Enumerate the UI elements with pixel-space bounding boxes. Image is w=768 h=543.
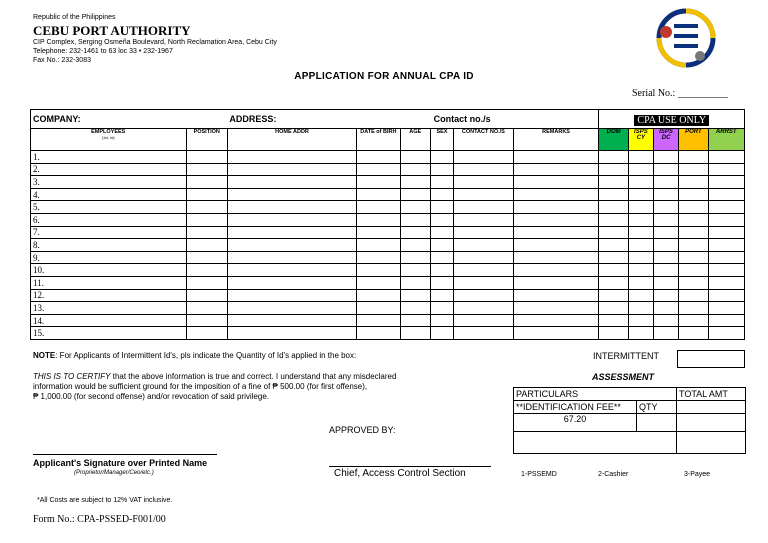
row-cell[interactable] xyxy=(708,176,744,189)
row-cell[interactable] xyxy=(654,302,679,315)
row-cell[interactable] xyxy=(628,226,653,239)
org-address: CIP Complex, Serging Osmeña Boulevard, North Reclamation Area, Cebu City xyxy=(33,39,277,46)
row-cell[interactable] xyxy=(227,302,356,315)
row-cell[interactable] xyxy=(654,188,679,201)
row-cell[interactable] xyxy=(708,314,744,327)
cpa-use-only-cell xyxy=(599,110,745,129)
row-cell[interactable] xyxy=(400,289,430,302)
row-cell[interactable] xyxy=(628,188,653,201)
row-cell[interactable] xyxy=(400,327,430,340)
row-cell[interactable] xyxy=(227,201,356,214)
applicant-sig-line xyxy=(33,454,217,455)
row-cell[interactable] xyxy=(400,302,430,315)
row-cell[interactable] xyxy=(679,327,708,340)
employee-table xyxy=(30,109,745,340)
row-cell[interactable] xyxy=(708,251,744,264)
row-cell[interactable] xyxy=(513,264,599,277)
assessment-title: ASSESSMENT xyxy=(592,372,655,382)
table-row xyxy=(31,176,745,189)
row-number: 9. xyxy=(31,251,187,264)
row-cell[interactable] xyxy=(454,239,514,252)
row-number: 11. xyxy=(31,276,187,289)
chief-label: Chief, Access Control Section xyxy=(334,468,466,479)
row-cell[interactable] xyxy=(513,276,599,289)
row-cell[interactable] xyxy=(599,163,628,176)
row-cell[interactable] xyxy=(513,151,599,164)
row-cell[interactable] xyxy=(679,289,708,302)
row-cell[interactable] xyxy=(679,176,708,189)
col-dob: DATE of BIRH xyxy=(357,129,400,151)
row-cell[interactable] xyxy=(227,264,356,277)
row-cell[interactable] xyxy=(227,163,356,176)
row-cell[interactable] xyxy=(430,163,453,176)
col-dom: DOM xyxy=(599,129,628,151)
col-home-addr: HOME ADDR xyxy=(227,129,356,151)
row-cell[interactable] xyxy=(357,314,400,327)
row-cell[interactable] xyxy=(430,314,453,327)
row-cell[interactable] xyxy=(454,276,514,289)
fee-amount: 67.20 xyxy=(514,414,637,432)
row-cell[interactable] xyxy=(654,264,679,277)
intermittent-label: INTERMITTENT xyxy=(593,351,659,361)
row-cell[interactable] xyxy=(227,151,356,164)
row-cell[interactable] xyxy=(227,226,356,239)
row-cell[interactable] xyxy=(357,188,400,201)
row-cell[interactable] xyxy=(400,188,430,201)
row-cell[interactable] xyxy=(430,213,453,226)
row-cell[interactable] xyxy=(227,289,356,302)
row-cell[interactable] xyxy=(628,176,653,189)
row-cell[interactable] xyxy=(430,251,453,264)
row-cell[interactable] xyxy=(454,151,514,164)
row-cell[interactable] xyxy=(654,151,679,164)
row-cell[interactable] xyxy=(599,251,628,264)
row-cell[interactable] xyxy=(599,302,628,315)
row-cell[interactable] xyxy=(599,289,628,302)
form-title: APPLICATION FOR ANNUAL CPA ID xyxy=(294,71,474,82)
row-cell[interactable] xyxy=(708,264,744,277)
republic-label: Republic of the Philippines xyxy=(33,14,116,21)
row-cell[interactable] xyxy=(186,264,227,277)
row-number: 2. xyxy=(31,163,187,176)
row-cell[interactable] xyxy=(513,213,599,226)
row-cell[interactable] xyxy=(400,314,430,327)
row-cell[interactable] xyxy=(454,327,514,340)
row-cell[interactable] xyxy=(679,151,708,164)
row-cell[interactable] xyxy=(513,163,599,176)
row-cell[interactable] xyxy=(628,163,653,176)
row-number: 12. xyxy=(31,289,187,302)
row-cell[interactable] xyxy=(186,239,227,252)
qty-cell[interactable] xyxy=(637,414,677,432)
table-row xyxy=(31,163,745,176)
row-cell[interactable] xyxy=(628,239,653,252)
table-row xyxy=(31,264,745,277)
table-row xyxy=(31,201,745,214)
row-cell[interactable] xyxy=(628,302,653,315)
row-cell[interactable] xyxy=(679,239,708,252)
row-cell[interactable] xyxy=(227,314,356,327)
row-cell[interactable] xyxy=(654,201,679,214)
col-sex: SEX xyxy=(430,129,453,151)
table-row xyxy=(31,188,745,201)
certify-text: THIS IS TO CERTIFY that the above information is true and correct. I understand that any misdeclared information would be sufficient ground for the imposition of a fine of ₱ 500.00 (for first offense), ₱ 1,000.00 (for second offense) and/or revocation of said privilege. xyxy=(33,372,397,401)
row-cell[interactable] xyxy=(628,251,653,264)
row-cell[interactable] xyxy=(708,201,744,214)
row-cell[interactable] xyxy=(186,327,227,340)
row-cell[interactable] xyxy=(430,151,453,164)
copy-1: 1-PSSEMD xyxy=(521,471,557,478)
row-cell[interactable] xyxy=(654,289,679,302)
row-cell[interactable] xyxy=(400,151,430,164)
row-cell[interactable] xyxy=(513,302,599,315)
row-cell[interactable] xyxy=(599,239,628,252)
row-cell[interactable] xyxy=(357,276,400,289)
row-cell[interactable] xyxy=(357,327,400,340)
row-cell[interactable] xyxy=(628,264,653,277)
row-cell[interactable] xyxy=(708,213,744,226)
row-cell[interactable] xyxy=(454,226,514,239)
row-cell[interactable] xyxy=(400,213,430,226)
table-row xyxy=(31,314,745,327)
row-cell[interactable] xyxy=(628,327,653,340)
row-cell[interactable] xyxy=(654,226,679,239)
row-cell[interactable] xyxy=(708,302,744,315)
row-cell[interactable] xyxy=(400,276,430,289)
org-name: CEBU PORT AUTHORITY xyxy=(33,23,191,38)
row-cell[interactable] xyxy=(599,314,628,327)
assessment-blank xyxy=(514,432,677,454)
row-cell[interactable] xyxy=(357,251,400,264)
assessment-table xyxy=(513,387,746,454)
col-employees: EMPLOYEES (1st, mi) xyxy=(31,129,187,151)
col-port: PORT xyxy=(679,129,708,151)
table-row xyxy=(31,251,745,264)
row-cell[interactable] xyxy=(454,264,514,277)
qty-label: QTY xyxy=(637,401,677,414)
row-cell[interactable] xyxy=(186,251,227,264)
row-cell[interactable] xyxy=(708,289,744,302)
row-cell[interactable] xyxy=(400,251,430,264)
row-cell[interactable] xyxy=(430,176,453,189)
row-cell[interactable] xyxy=(599,226,628,239)
table-row xyxy=(31,226,745,239)
row-cell[interactable] xyxy=(599,327,628,340)
cpa-logo-icon xyxy=(648,8,718,70)
row-cell[interactable] xyxy=(708,188,744,201)
row-cell[interactable] xyxy=(679,302,708,315)
row-cell[interactable] xyxy=(430,201,453,214)
row-cell[interactable] xyxy=(430,327,453,340)
table-row xyxy=(31,302,745,315)
company-label: COMPANY: xyxy=(31,110,228,129)
row-number: 1. xyxy=(31,151,187,164)
telephone: Telephone: 232-1461 to 63 loc 33 • 232-1967 xyxy=(33,48,173,55)
row-cell[interactable] xyxy=(227,239,356,252)
row-cell[interactable] xyxy=(599,264,628,277)
row-cell[interactable] xyxy=(227,327,356,340)
row-cell[interactable] xyxy=(628,151,653,164)
row-cell[interactable] xyxy=(599,176,628,189)
row-cell[interactable] xyxy=(400,176,430,189)
row-cell[interactable] xyxy=(357,239,400,252)
row-cell[interactable] xyxy=(357,176,400,189)
applicant-signature-label: Applicant's Signature over Printed Name xyxy=(33,458,208,468)
row-cell[interactable] xyxy=(654,276,679,289)
row-number: 14. xyxy=(31,314,187,327)
row-cell[interactable] xyxy=(513,251,599,264)
row-cell[interactable] xyxy=(654,327,679,340)
row-cell[interactable] xyxy=(186,151,227,164)
row-cell[interactable] xyxy=(357,289,400,302)
row-cell[interactable] xyxy=(400,163,430,176)
row-cell[interactable] xyxy=(186,314,227,327)
row-cell[interactable] xyxy=(400,226,430,239)
row-cell[interactable] xyxy=(708,327,744,340)
note-line: NOTE: For Applicants of Intermittent Id's, pls indicate the Quantity of Id's applied in the box: xyxy=(33,351,357,360)
applicant-sub-label: (Proprietor/Manager/Ceo/etc.) xyxy=(74,470,154,476)
row-number: 8. xyxy=(31,239,187,252)
row-cell[interactable] xyxy=(679,188,708,201)
row-cell[interactable] xyxy=(513,239,599,252)
row-cell[interactable] xyxy=(430,239,453,252)
col-isps-dc: ISPS DC xyxy=(654,129,679,151)
table-row xyxy=(31,276,745,289)
row-cell[interactable] xyxy=(400,201,430,214)
col-age: AGE xyxy=(400,129,430,151)
row-cell[interactable] xyxy=(430,276,453,289)
row-cell[interactable] xyxy=(454,188,514,201)
total-amt-label: TOTAL AMT xyxy=(677,388,746,401)
row-cell[interactable] xyxy=(227,188,356,201)
row-cell[interactable] xyxy=(628,314,653,327)
total-amt-cell-3[interactable] xyxy=(677,432,746,454)
row-cell[interactable] xyxy=(186,226,227,239)
row-cell[interactable] xyxy=(186,188,227,201)
row-cell[interactable] xyxy=(628,201,653,214)
row-cell[interactable] xyxy=(186,201,227,214)
particulars-label: PARTICULARS xyxy=(514,388,677,401)
row-cell[interactable] xyxy=(454,176,514,189)
row-cell[interactable] xyxy=(654,239,679,252)
row-cell[interactable] xyxy=(599,213,628,226)
row-cell[interactable] xyxy=(400,264,430,277)
row-cell[interactable] xyxy=(599,276,628,289)
form-number: Form No.: CPA-PSSED-F001/00 xyxy=(33,514,166,525)
col-arrst: ARRST xyxy=(708,129,744,151)
row-cell[interactable] xyxy=(227,213,356,226)
row-cell[interactable] xyxy=(628,213,653,226)
row-cell[interactable] xyxy=(454,289,514,302)
row-cell[interactable] xyxy=(654,314,679,327)
fax: Fax No.: 232-3083 xyxy=(33,57,91,64)
row-cell[interactable] xyxy=(430,289,453,302)
copy-2: 2-Cashier xyxy=(598,471,629,478)
row-cell[interactable] xyxy=(708,239,744,252)
row-cell[interactable] xyxy=(186,213,227,226)
address-label: ADDRESS: xyxy=(227,110,453,129)
row-cell[interactable] xyxy=(628,276,653,289)
table-row xyxy=(31,289,745,302)
copy-3: 3-Payee xyxy=(684,471,711,478)
row-number: 6. xyxy=(31,213,187,226)
row-cell[interactable] xyxy=(454,163,514,176)
row-cell[interactable] xyxy=(679,251,708,264)
row-cell[interactable] xyxy=(454,251,514,264)
row-cell[interactable] xyxy=(654,213,679,226)
row-cell[interactable] xyxy=(357,226,400,239)
row-cell[interactable] xyxy=(654,176,679,189)
row-cell[interactable] xyxy=(679,201,708,214)
table-row xyxy=(31,327,745,340)
col-contact: CONTACT NO./S xyxy=(454,129,514,151)
row-cell[interactable] xyxy=(357,201,400,214)
row-cell[interactable] xyxy=(357,264,400,277)
row-cell[interactable] xyxy=(357,163,400,176)
row-number: 10. xyxy=(31,264,187,277)
row-cell[interactable] xyxy=(357,302,400,315)
row-cell[interactable] xyxy=(454,302,514,315)
row-cell[interactable] xyxy=(430,226,453,239)
col-isps-cy: ISPS CY xyxy=(628,129,653,151)
row-number: 13. xyxy=(31,302,187,315)
table-row xyxy=(31,239,745,252)
row-cell[interactable] xyxy=(227,176,356,189)
serial-no-label: Serial No.: __________ xyxy=(632,88,728,99)
col-remarks: REMARKS xyxy=(513,129,599,151)
row-cell[interactable] xyxy=(357,213,400,226)
row-number: 4. xyxy=(31,188,187,201)
row-cell[interactable] xyxy=(513,188,599,201)
row-cell[interactable] xyxy=(599,188,628,201)
row-cell[interactable] xyxy=(679,314,708,327)
contact-label: Contact no./s xyxy=(454,110,599,129)
chief-sig-line xyxy=(329,466,491,467)
row-cell[interactable] xyxy=(513,176,599,189)
row-number: 5. xyxy=(31,201,187,214)
row-cell[interactable] xyxy=(654,163,679,176)
row-cell[interactable] xyxy=(186,289,227,302)
col-position: POSITION xyxy=(186,129,227,151)
total-amt-cell-1[interactable] xyxy=(677,401,746,414)
row-cell[interactable] xyxy=(708,276,744,289)
row-cell[interactable] xyxy=(599,201,628,214)
row-cell[interactable] xyxy=(679,264,708,277)
row-cell[interactable] xyxy=(599,151,628,164)
id-fee-label: **IDENTIFICATION FEE** xyxy=(514,401,637,414)
row-cell[interactable] xyxy=(227,251,356,264)
row-cell[interactable] xyxy=(679,276,708,289)
row-cell[interactable] xyxy=(430,264,453,277)
row-cell[interactable] xyxy=(628,289,653,302)
row-cell[interactable] xyxy=(454,201,514,214)
table-row xyxy=(31,151,745,164)
row-cell[interactable] xyxy=(430,188,453,201)
row-cell[interactable] xyxy=(679,226,708,239)
row-cell[interactable] xyxy=(708,163,744,176)
row-cell[interactable] xyxy=(513,201,599,214)
row-cell[interactable] xyxy=(186,163,227,176)
vat-note: *All Costs are subject to 12% VAT inclusive. xyxy=(37,497,173,504)
row-cell[interactable] xyxy=(513,327,599,340)
row-cell[interactable] xyxy=(186,302,227,315)
row-cell[interactable] xyxy=(454,213,514,226)
row-cell[interactable] xyxy=(227,276,356,289)
total-amt-cell-2[interactable] xyxy=(677,414,746,432)
row-cell[interactable] xyxy=(430,302,453,315)
row-number: 3. xyxy=(31,176,187,189)
table-row xyxy=(31,213,745,226)
row-cell[interactable] xyxy=(513,289,599,302)
row-cell[interactable] xyxy=(679,163,708,176)
approved-by-label: APPROVED BY: xyxy=(329,425,396,435)
row-cell[interactable] xyxy=(186,276,227,289)
row-cell[interactable] xyxy=(708,226,744,239)
row-cell[interactable] xyxy=(654,251,679,264)
row-cell[interactable] xyxy=(186,176,227,189)
row-number: 15. xyxy=(31,327,187,340)
row-cell[interactable] xyxy=(454,314,514,327)
intermittent-qty-box[interactable] xyxy=(677,350,745,368)
row-cell[interactable] xyxy=(708,151,744,164)
row-cell[interactable] xyxy=(513,226,599,239)
row-cell[interactable] xyxy=(513,314,599,327)
row-cell[interactable] xyxy=(357,151,400,164)
row-cell[interactable] xyxy=(400,239,430,252)
row-number: 7. xyxy=(31,226,187,239)
cpa-use-only-label: CPA USE ONLY xyxy=(634,115,709,126)
row-cell[interactable] xyxy=(679,213,708,226)
